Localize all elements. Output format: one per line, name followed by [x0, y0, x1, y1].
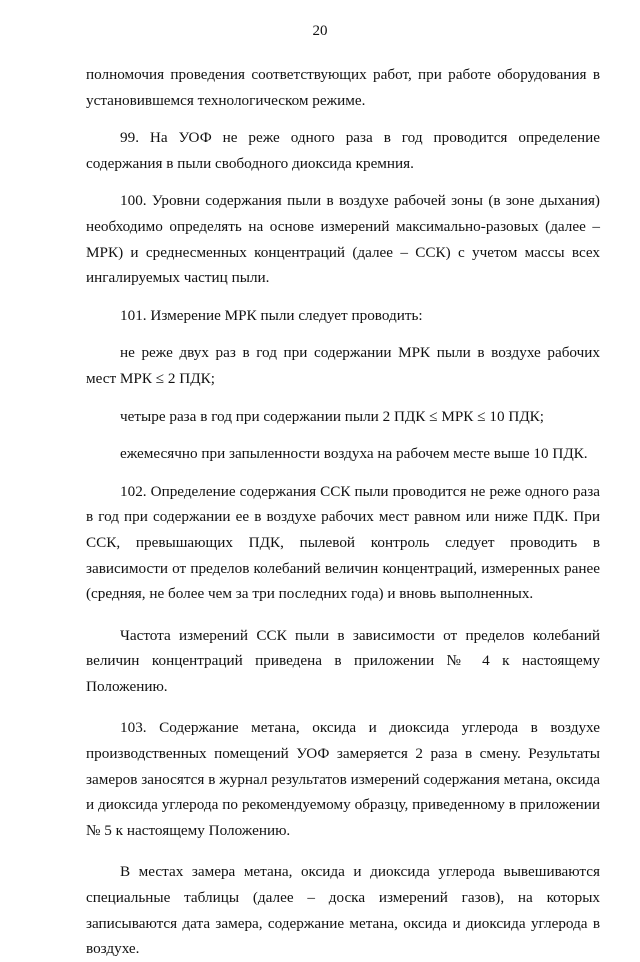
- paragraph-103: 103. Содержание метана, оксида и диоксида углерода в воздухе производственных помещений УОФ замеряется 2 раза в смену. Результаты замеров заносятся в журнал результатов измерений содержания метана, оксида и диоксида углерода по рекомендуемому образцу, приведенному в приложении № 5 к настоящему Положению.: [86, 719, 600, 839]
- paragraph-continuation: полномочия проведения соответствующих работ, при работе оборудования в установившемся технологическом режиме.: [86, 66, 600, 109]
- list-item-mrk-monthly: ежемесячно при запыленности воздуха на рабочем месте выше 10 ПДК.: [120, 445, 588, 463]
- paragraph-101: 101. Измерение МРК пыли следует проводить:: [120, 306, 423, 324]
- paragraph-ssk-frequency: Частота измерений ССК пыли в зависимости от пределов колебаний величин концентраций приведена в приложении № 4 к настоящему Положению.: [86, 626, 600, 695]
- paragraph-gas-measurement-board: В местах замера метана, оксида и диоксида углерода вывешиваются специальные таблицы (далее – доска измерений газов), на которых записываются дата замера, содержание метана, оксида и диоксида углерода в воздухе.: [86, 863, 600, 958]
- paragraph-100: 100. Уровни содержания пыли в воздухе рабочей зоны (в зоне дыхания) необходимо определять на основе измерений максимально-разовых (далее – МРК) и среднесменных концентраций (далее – ССК) с учетом массы всех ингалируемых частиц пыли.: [86, 192, 600, 287]
- paragraph-99: 99. На УОФ не реже одного раза в год проводится определение содержания в пыли свободного диоксида кремния.: [86, 129, 600, 172]
- paragraph-102: 102. Определение содержания ССК пыли проводится не реже одного раза в год при содержании ее в воздухе рабочих мест равном или ниже ПДК. При ССК, превышающих ПДК, пылевой контроль следует проводить в зависимости от пределов колебаний величин концентраций, измеренных ранее (средняя, не более чем за три последних года) и вновь выполненных.: [86, 482, 600, 603]
- list-item-mrk-twice-year: не реже двух раз в год при содержании МРК пыли в воздухе рабочих мест МРК ≤ 2 ПДК;: [86, 344, 600, 387]
- list-item-mrk-four-times: четыре раза в год при содержании пыли 2 ПДК ≤ МРК ≤ 10 ПДК;: [120, 407, 545, 425]
- document-body: [86, 62, 600, 962]
- page-number: 20: [312, 23, 328, 39]
